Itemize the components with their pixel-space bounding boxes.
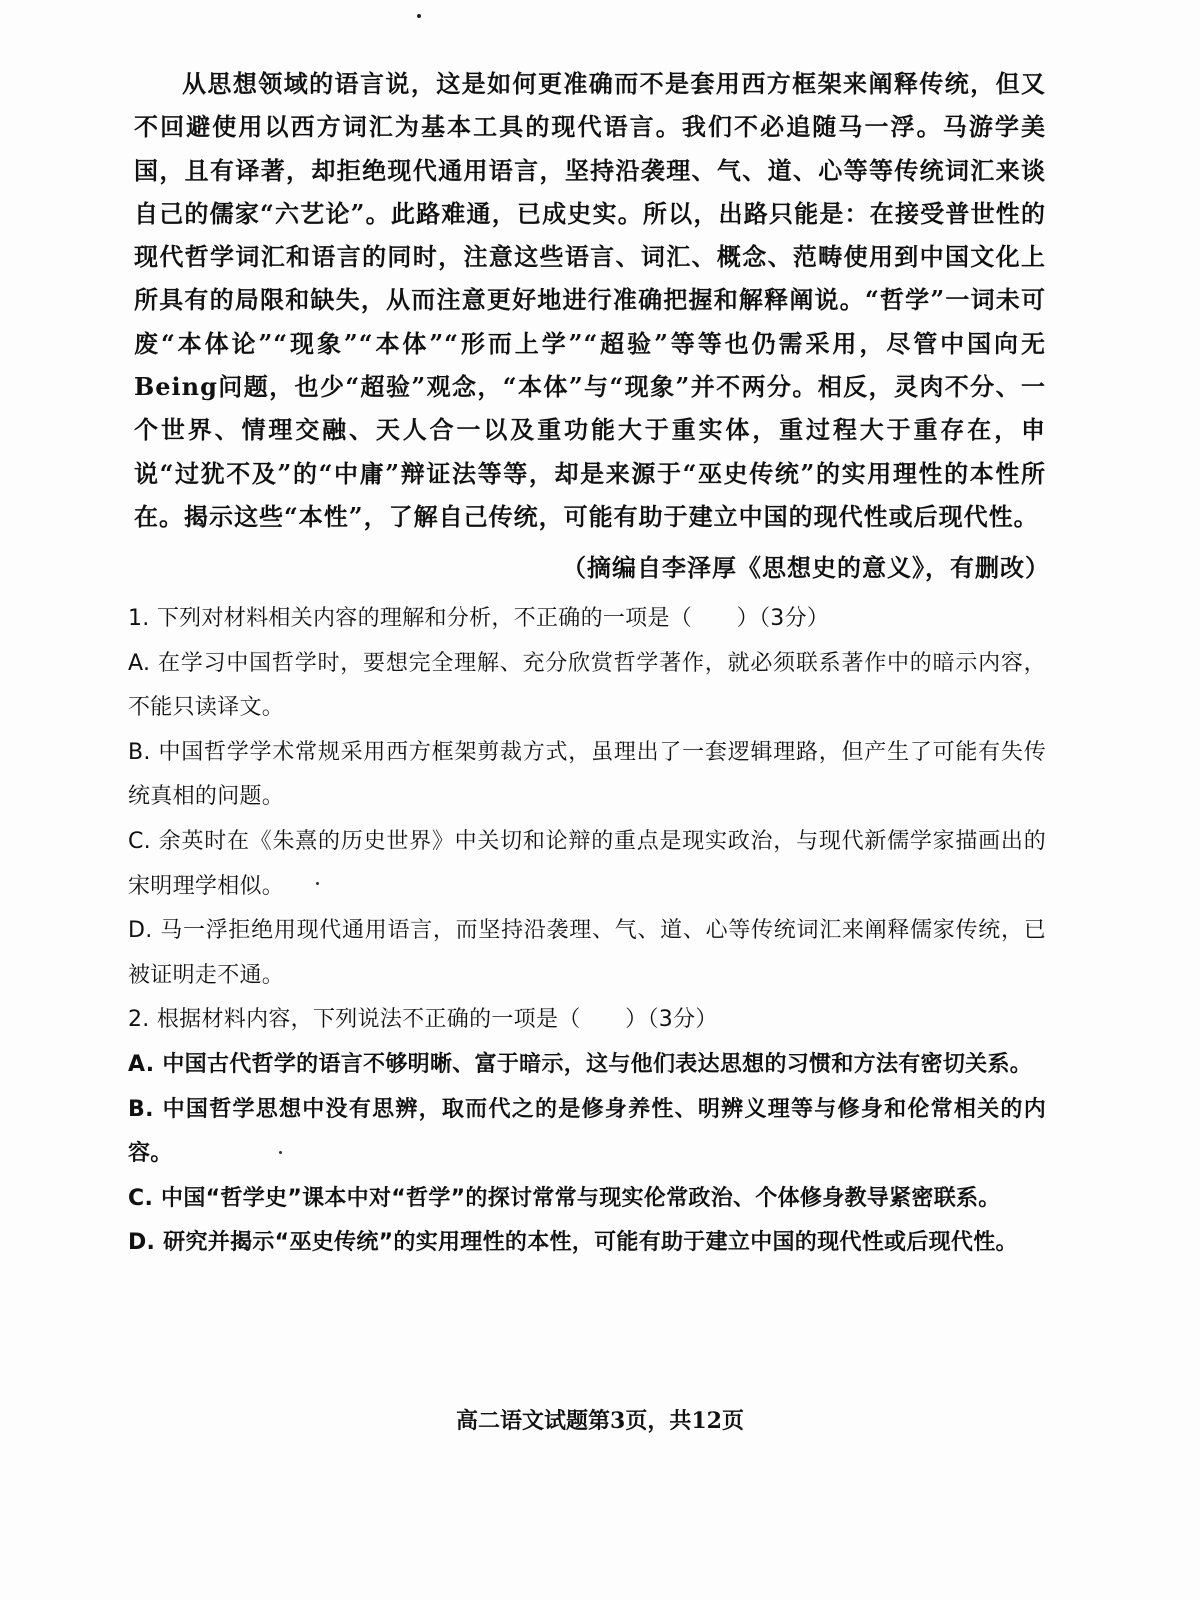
question-2-option-a: A. 中国古代哲学的语言不够明晰、富于暗示，这与他们表达思想的习惯和方法有密切关系。: [128, 1051, 1033, 1077]
passage-paragraph: 从思想领域的语言说，这是如何更准确而不是套用西方框架来阐释传统，但又不回避使用以西方词汇为基本工具的现代语言。我们不必追随马一浮。马游学美国，且有译著，却拒绝现代通用语言，坚持沿袭理、气、道、心等等传统词汇来谈自己的儒家“六艺论”。此路难通，已成史实。所以，出路只能是：在接受普世性的现代哲学词汇和语言的同时，注意这些语言、词汇、概念、范畴使用到中国文化上所具有的局限和缺失，从而注意更好地进行准确把握和解释阐说。“哲学”一词未可废“本体论”“现象”“本体”“形而上学”“超验”等等也仍需采用，尽管中国向无Being问题，也少“超验”观念，“本体”与“现象”并不两分。相反，灵肉不分、一个世界、情理交融、天人合一以及重功能大于重实体，重过程大于重存在，申说“过犹不及”的“中庸”辩证法等等，却是来源于“巫史传统”的实用理性的本性所在。揭示这些“本性”，了解自己传统，可能有助于建立中国的现代性或后现代性。: [134, 69, 1046, 531]
question-1-option-d: D. 马一浮拒绝用现代通用语言，而坚持沿袭理、气、道、心等传统词汇来阐释儒家传统，已被证明走不通。: [128, 918, 1046, 988]
question-1: [128, 597, 1046, 998]
question-1-option-a: A. 在学习中国哲学时，要想完全理解、充分欣赏哲学著作，就必须联系著作中的暗示内容，不能只读译文。: [128, 650, 1046, 721]
passage-source: （摘编自李泽厚《思想史的意义》，有删改）: [562, 553, 1050, 582]
scan-mark: [316, 882, 319, 885]
question-1-option-c: C. 余英时在《朱熹的历史世界》中关切和论辩的重点是现实政治，与现代新儒学家描画出的宋明理学相似。: [128, 828, 1046, 899]
page-footer: 高二语文试题第3页，共12页: [456, 1408, 744, 1434]
question-2-option-d: D. 研究并揭示“巫史传统”的实用理性的本性，可能有助于建立中国的现代性或后现代性。: [128, 1230, 1018, 1256]
question-2-stem: 2. 根据材料内容，下列说法不正确的一项是（ ）（3分）: [128, 1007, 718, 1033]
question-list: [128, 597, 1046, 1266]
scan-mark: [279, 1151, 282, 1154]
question-1-stem: 1. 下列对材料相关内容的理解和分析，不正确的一项是（ ）（3分）: [128, 606, 830, 631]
question-2: [128, 998, 1046, 1266]
reading-passage: [134, 62, 1046, 538]
scan-speck: [417, 14, 421, 18]
question-2-option-c: C. 中国“哲学史”课本中对“哲学”的探讨常常与现实伦常政治、个体修身教导紧密联系。: [128, 1185, 1001, 1211]
question-2-option-b: B. 中国哲学思想中没有思辨，取而代之的是修身养性、明辨义理等与修身和伦常相关的内容。: [128, 1096, 1046, 1167]
question-1-option-b: B. 中国哲学学术常规采用西方框架剪裁方式，虽理出了一套逻辑理路，但产生了可能有失传统真相的问题。: [128, 739, 1046, 810]
